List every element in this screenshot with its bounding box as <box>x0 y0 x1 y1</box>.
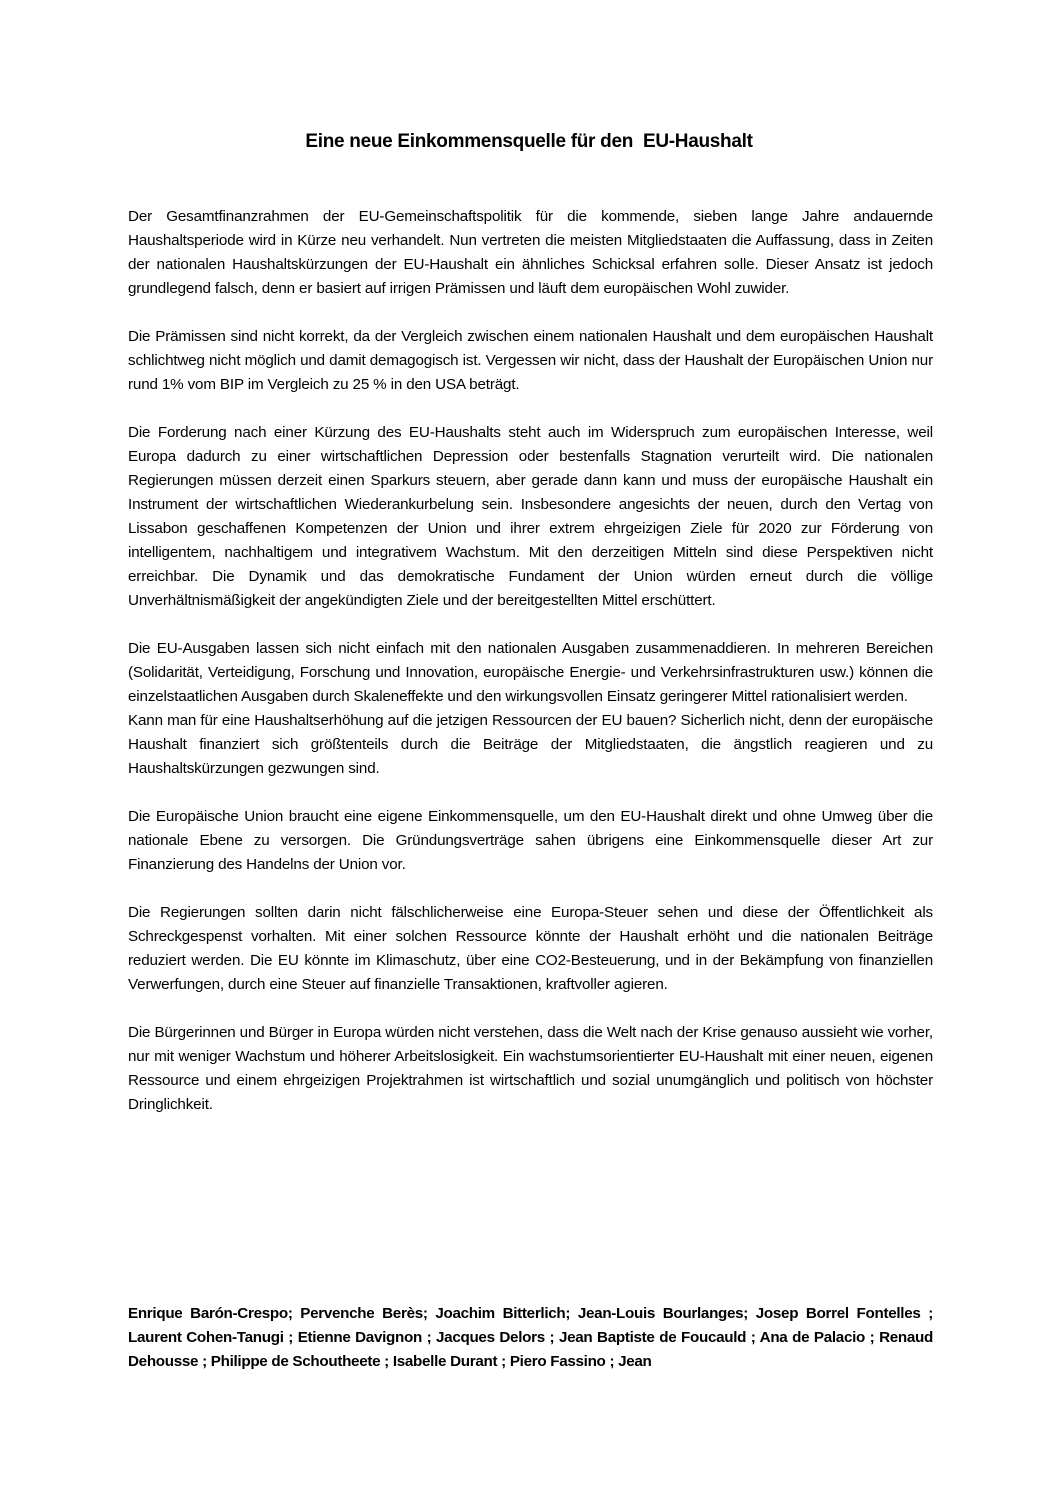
paragraph-european-interest: Die Forderung nach einer Kürzung des EU-Haushalts steht auch im Widerspruch zum europäischen Interesse, weil Europa dadurch zu einer wirtschaftlichen Depression oder bestenfalls Stagnation verurteilt wird. Die nationalen Regierungen müssen derzeit einen Sparkurs steuern, aber gerade dann kann und muss der europäische Haushalt ein Instrument der wirtschaftlichen Wiederankurbelung sein. Insbesondere angesichts der neuen, durch den Vertag von Lissabon geschaffenen Kompetenzen der Union und ihrer extrem ehrgeizigen Ziele für 2020 zur Förderung von intelligentem, nachhaltigem und integrativem Wachstum. Mit den derzeitigen Mitteln sind diese Perspektiven nicht erreichbar. Die Dynamik und das demokratische Fundament der Union würden erneut durch die völlige Unverhältnismäßigkeit der angekündigten Ziele und der bereitgestellten Mittel erschüttert. <box>128 424 933 609</box>
paragraph-eu-spending: Die EU-Ausgaben lassen sich nicht einfach mit den nationalen Ausgaben zusammenaddieren. In mehreren Bereichen (Solidarität, Verteidigung, Forschung und Innovation, europäische Energie- und Verkehrsinfrastrukturen usw.) können die einzelstaatlichen Ausgaben durch Skaleneffekte und den wirkungsvollen Einsatz geringerer Mittel rationalisiert werden. <box>128 640 933 705</box>
paragraph-own-resource: Die Europäische Union braucht eine eigene Einkommensquelle, um den EU-Haushalt direkt und ohne Umweg über die nationale Ebene zu versorgen. Die Gründungsverträge sahen übrigens eine Einkommensquelle dieser Art zur Finanzierung des Handelns der Union vor. <box>128 808 933 873</box>
paragraph-governments: Die Regierungen sollten darin nicht fälschlicherweise eine Europa-Steuer sehen und diese der Öffentlichkeit als Schreckgespenst vorhalten. Mit einer solchen Ressource könnte der Haushalt erhöht und die nationalen Beiträge reduziert werden. Die EU könnte im Klimaschutz, über eine CO2-Besteuerung, und in der Bekämpfung von finanziellen Verwerfungen, durch eine Steuer auf finanzielle Transaktionen, kraftvoller agieren. <box>128 904 933 993</box>
paragraph-citizens: Die Bürgerinnen und Bürger in Europa würden nicht verstehen, dass die Welt nach der Krise genauso aussieht wie vorher, nur mit weniger Wachstum und höherer Arbeitslosigkeit. Ein wachstumsorientierter EU-Haushalt mit einer neuen, eigenen Ressource und einem ehrgeizigen Projektrahmen ist wirtschaftlich und sozial unumgänglich und politisch von höchster Dringlichkeit. <box>128 1024 933 1113</box>
signatories-list: Enrique Barón-Crespo; Pervenche Berès; Joachim Bitterlich; Jean-Louis Bourlanges; Josep Borrel Fontelles ; Laurent Cohen-Tanugi ; Etienne Davignon ; Jacques Delors ; Jean Baptiste de Foucauld ; Ana de Palacio ; Renaud Dehousse ; Philippe de Schoutheete ; Isabelle Durant ; Piero Fassino ; Jean <box>128 1305 933 1370</box>
paragraph-premises: Die Prämissen sind nicht korrekt, da der Vergleich zwischen einem nationalen Haushalt und dem europäischen Haushalt schlichtweg nicht möglich und damit demagogisch ist. Vergessen wir nicht, dass der Haushalt der Europäischen Union nur rund 1% vom BIP im Vergleich zu 25 % in den USA beträgt. <box>128 328 933 393</box>
paragraph-intro: Der Gesamtfinanzrahmen der EU-Gemeinschaftspolitik für die kommende, sieben lange Jahre andauernde Haushaltsperiode wird in Kürze neu verhandelt. Nun vertreten die meisten Mitgliedstaaten die Auffassung, dass in Zeiten der nationalen Haushaltskürzungen der EU-Haushalt ein ähnliches Schicksal erfahren solle. Dieser Ansatz ist jedoch grundlegend falsch, denn er basiert auf irrigen Prämissen und läuft dem europäischen Wohl zuwider. <box>128 208 933 297</box>
document-body <box>128 205 933 1141</box>
paragraph-resources-question: Kann man für eine Haushaltserhöhung auf die jetzigen Ressourcen der EU bauen? Sicherlich nicht, denn der europäische Haushalt finanziert sich größtenteils durch die Beiträge der Mitgliedstaaten, die ängstlich reagieren und zu Haushaltskürzungen gezwungen sind. <box>128 712 933 777</box>
document-title: Eine neue Einkommensquelle für den EU-Haushalt <box>305 131 753 152</box>
